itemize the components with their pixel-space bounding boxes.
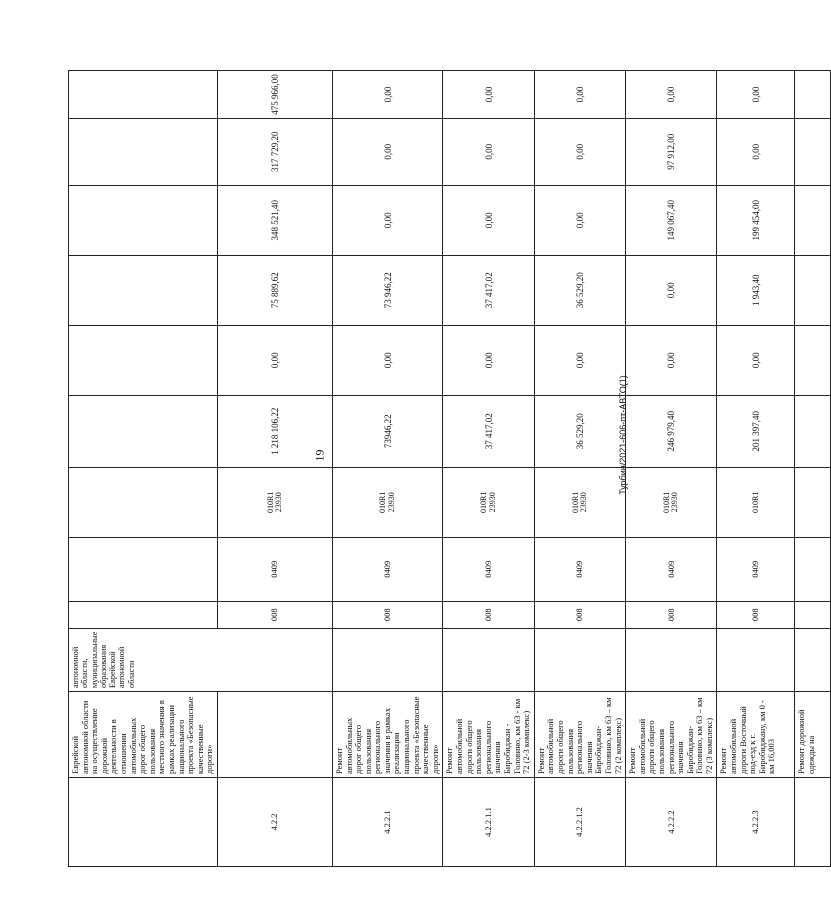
- cell-executor: автономной области, муниципальные образования Еврейской автономной области: [69, 628, 333, 691]
- cell-csr: 010R1: [717, 467, 795, 537]
- cell-year-4: 0,00: [534, 118, 625, 185]
- cell-year-5: 475 966,00: [217, 71, 332, 119]
- cell-name: Ремонт автомобильных дорог общего пользования регионального значения в рамках реализации национального проекта «Безопасные качественные дороги»: [332, 692, 443, 778]
- cell-year-4: [795, 118, 831, 185]
- cell-year-5: [69, 71, 218, 119]
- cell-rzpr: 0409: [534, 537, 625, 601]
- cell-year-2: 0,00: [626, 255, 717, 325]
- cell-year-3: [795, 185, 831, 255]
- cell-year-4: 0,00: [332, 118, 443, 185]
- document-code: Турбин/2021-606-пт-АВТО(1): [618, 375, 628, 495]
- cell-year-1: 0,00: [534, 325, 625, 395]
- cell-csr: [534, 467, 625, 537]
- cell-csr: [217, 467, 332, 537]
- cell-year-3: 0,00: [534, 185, 625, 255]
- cell-number: [69, 778, 218, 867]
- csr-line: 23930: [273, 492, 283, 513]
- cell-executor: [332, 628, 443, 691]
- cell-total: 36 529,20: [534, 395, 625, 467]
- cell-name: Ремонт автомобильной дороги Восточный под-езд к г. Биробиджану, км 0 - км 16,003: [717, 692, 795, 778]
- cell-total: 73946,22: [332, 395, 443, 467]
- csr-line: 010R1: [570, 491, 580, 513]
- cell-year-4: 97 912,00: [626, 118, 717, 185]
- cell-executor: [626, 628, 717, 691]
- cell-number: 4.2.2: [217, 778, 332, 867]
- cell-year-2: 37 417,02: [443, 255, 534, 325]
- csr-line: 23930: [386, 492, 396, 513]
- cell-total: 37 417,02: [443, 395, 534, 467]
- cell-year-1: 0,00: [332, 325, 443, 395]
- cell-name: Ремонт автомобильной дороги общего пользования регионального значения Биробиджан-Головино, км 63 – км 72 (3 комплекс): [626, 692, 717, 778]
- cell-executor: [443, 628, 534, 691]
- cell-year-3: 149 067,40: [626, 185, 717, 255]
- cell-number: [795, 778, 831, 867]
- cell-year-2: 73 946,22: [332, 255, 443, 325]
- table-row: [332, 71, 443, 867]
- csr-line: 23930: [578, 492, 588, 513]
- cell-name: Ремонт автомобильной дороги общего пользования регионального значения Биробиджан-Головино, км 63 – км 72 (2 комплекс): [534, 692, 625, 778]
- cell-grbs: 008: [443, 601, 534, 628]
- cell-grbs: 008: [534, 601, 625, 628]
- cell-csr: [443, 467, 534, 537]
- table-row: [534, 71, 625, 867]
- cell-year-4: 317 729,20: [217, 118, 332, 185]
- csr-line: 010R1: [479, 491, 489, 513]
- cell-csr: [626, 467, 717, 537]
- cell-name: Ремонт дорожной одежды на: [795, 692, 831, 778]
- table-row: [717, 71, 795, 867]
- cell-grbs: 008: [217, 601, 332, 628]
- cell-year-2: [795, 255, 831, 325]
- cell-rzpr: [795, 537, 831, 601]
- csr-line: 010R1: [661, 491, 671, 513]
- cell-year-1: 0,00: [217, 325, 332, 395]
- cell-rzpr: 0409: [332, 537, 443, 601]
- cell-year-5: 0,00: [717, 71, 795, 119]
- cell-year-5: 0,00: [534, 71, 625, 119]
- cell-executor: [795, 628, 831, 691]
- cell-rzpr: 0409: [626, 537, 717, 601]
- cell-total: 201 397,40: [717, 395, 795, 467]
- cell-year-5: 0,00: [332, 71, 443, 119]
- cell-total: 246 979,40: [626, 395, 717, 467]
- cell-executor: [717, 628, 795, 691]
- cell-year-4: 0,00: [443, 118, 534, 185]
- page-number: 19: [312, 449, 327, 462]
- cell-rzpr: 0409: [717, 537, 795, 601]
- cell-csr: [795, 467, 831, 537]
- cell-grbs: 008: [717, 601, 795, 628]
- cell-year-1: 0,00: [626, 325, 717, 395]
- cell-year-1: 0,00: [443, 325, 534, 395]
- cell-grbs: 008: [332, 601, 443, 628]
- cell-name: Еврейской автономной области на осуществление дорожной деятельности в отношении автомобильных дорог общего пользования местного значения в рамках реализации национального проекта «Безопасные качественные дороги»: [69, 692, 218, 778]
- table-row: [69, 71, 218, 867]
- cell-year-1: [795, 325, 831, 395]
- cell-year-3: 348 521,40: [217, 185, 332, 255]
- csr-line: 010R1: [378, 491, 388, 513]
- cell-year-3: 199 454,00: [717, 185, 795, 255]
- cell-total: [795, 395, 831, 467]
- cell-year-2: [69, 255, 218, 325]
- cell-name: [217, 692, 332, 778]
- cell-year-3: [69, 185, 218, 255]
- cell-year-1: 0,00: [717, 325, 795, 395]
- csr-line: 23930: [487, 492, 497, 513]
- cell-year-3: 0,00: [332, 185, 443, 255]
- cell-total: [69, 395, 218, 467]
- cell-year-5: 0,00: [626, 71, 717, 119]
- cell-rzpr: 0409: [217, 537, 332, 601]
- table-row: [217, 71, 332, 867]
- cell-number: 4.2.2.1.2: [534, 778, 625, 867]
- budget-table: [68, 70, 831, 867]
- table-row: [626, 71, 717, 867]
- csr-line: 23930: [670, 492, 680, 513]
- cell-year-5: 0,00: [443, 71, 534, 119]
- table-row: [795, 71, 831, 867]
- cell-year-4: 0,00: [717, 118, 795, 185]
- cell-year-1: [69, 325, 218, 395]
- cell-year-4: [69, 118, 218, 185]
- table-row: [443, 71, 534, 867]
- cell-grbs: [69, 601, 218, 628]
- cell-name: Ремонт автомобильной дороги общего пользования регионального значения Биробиджан - Головино, км 63 - км 72 (2-3 комплекс): [443, 692, 534, 778]
- csr-line: 010R1: [265, 491, 275, 513]
- cell-year-2: 36 529,20: [534, 255, 625, 325]
- cell-csr: [69, 467, 218, 537]
- cell-number: 4.2.2.2: [626, 778, 717, 867]
- cell-year-5: [795, 71, 831, 119]
- cell-total: 1 218 106,22: [217, 395, 332, 467]
- cell-number: 4.2.2.1: [332, 778, 443, 867]
- cell-rzpr: [69, 537, 218, 601]
- cell-year-2: 1 943,40: [717, 255, 795, 325]
- cell-number: 4.2.2.1.1: [443, 778, 534, 867]
- cell-grbs: [795, 601, 831, 628]
- cell-year-2: 75 889,62: [217, 255, 332, 325]
- cell-rzpr: 0409: [443, 537, 534, 601]
- cell-year-3: 0,00: [443, 185, 534, 255]
- cell-csr: [332, 467, 443, 537]
- cell-executor: [534, 628, 625, 691]
- cell-number: 4.2.2.3: [717, 778, 795, 867]
- cell-grbs: 008: [626, 601, 717, 628]
